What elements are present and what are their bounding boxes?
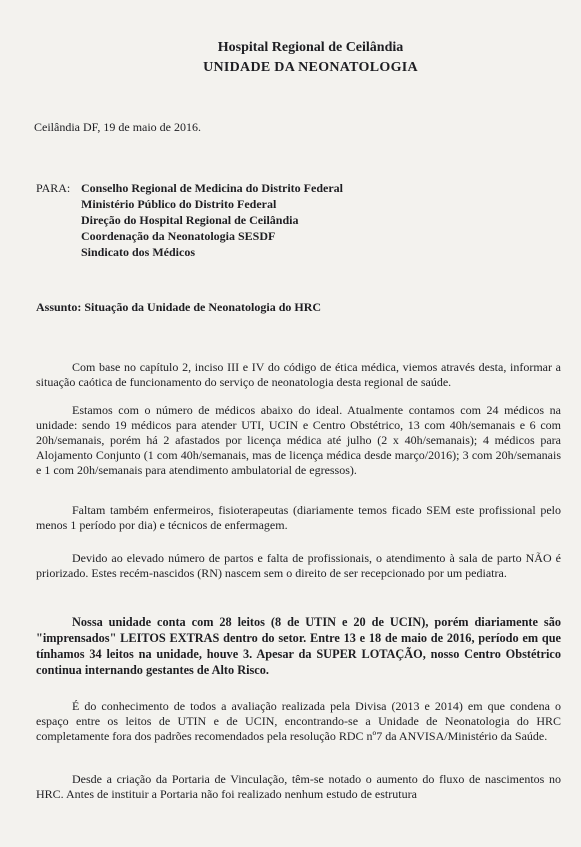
paragraph-text: Faltam também enfermeiros, fisioterapeutas (diariamente temos ficado SEM este profissional pelo menos 1 período por dia) e técnicos de enfermagem. xyxy=(36,503,561,532)
paragraph-7 xyxy=(36,772,561,802)
recipient-item: Coordenação da Neonatologia SESDF xyxy=(81,229,276,243)
paragraph-text: É do conhecimento de todos a avaliação realizada pela Divisa (2013 e 2014) em que condena o espaço entre os leitos de UTIN e de UCIN, encontrando-se a Unidade de Neonatologia do HRC completamente fora dos padrões recomendados pela resolução RDC nº7 da ANVISA/Ministério da Saúde. xyxy=(36,699,561,743)
paragraph-text: Estamos com o número de médicos abaixo do ideal. Atualmente contamos com 24 médicos na unidade: sendo 19 médicos para atender UTI, UCIN e Centro Obstétrico, 13 com 40h/semanais e 6 com 20h/semanais, porém há 2 afastados por licença médica até julho (2 x 40h/semanais); 4 médicos para Alojamento Conjunto (1 com 40h/semanais, mas de licença médica desde março/2016); 3 com 20h/semanais e 1 com 20h/semanais para atendimento ambulatorial de egressos). xyxy=(36,403,561,477)
recipients-list xyxy=(81,180,343,260)
recipient-item: Direção do Hospital Regional de Ceilândia xyxy=(81,213,299,227)
recipients-label: PARA: xyxy=(36,181,71,195)
date-line: Ceilândia DF, 19 de maio de 2016. xyxy=(34,120,202,134)
unit-name: UNIDADE DA NEONATOLOGIA xyxy=(203,60,418,75)
paragraph-4 xyxy=(36,551,561,581)
paragraph-2 xyxy=(36,403,561,478)
recipient-item: Conselho Regional de Medicina do Distrito Federal xyxy=(81,181,343,195)
recipient-item: Ministério Público do Distrito Federal xyxy=(81,197,277,211)
recipient-item: Sindicato dos Médicos xyxy=(81,245,196,259)
subject-line: Assunto: Situação da Unidade de Neonatologia do HRC xyxy=(36,300,322,314)
recipients-block xyxy=(36,180,343,260)
hospital-name: Hospital Regional de Ceilândia xyxy=(217,40,404,55)
paragraph-text: Devido ao elevado número de partos e falta de profissionais, o atendimento à sala de parto NÃO é priorizado. Estes recém-nascidos (RN) nascem sem o direito de ser recepcionado por um pediatra. xyxy=(36,551,561,580)
paragraph-text: Desde a criação da Portaria de Vinculação, têm-se notado o aumento do fluxo de nascimentos no HRC. Antes de instituir a Portaria não foi realizado nenhum estudo de estrutura xyxy=(36,772,561,801)
paragraph-1 xyxy=(36,360,561,390)
paragraph-5 xyxy=(36,614,561,678)
paragraph-text: Nossa unidade conta com 28 leitos (8 de UTIN e 20 de UCIN), porém diariamente são "imprensados" LEITOS EXTRAS dentro do setor. Entre 13 e 18 de maio de 2016, período em que tínhamos 34 leitos na unidade, houve 3. Apesar da SUPER LOTAÇÃO, nosso Centro Obstétrico continua internando gestantes de Alto Risco. xyxy=(36,615,561,677)
paragraph-3 xyxy=(36,503,561,533)
paragraph-text: Com base no capítulo 2, inciso III e IV do código de ética médica, viemos através desta, informar a situação caótica de funcionamento do serviço de neonatologia desta regional de saúde. xyxy=(36,360,561,389)
paragraph-6 xyxy=(36,699,561,744)
